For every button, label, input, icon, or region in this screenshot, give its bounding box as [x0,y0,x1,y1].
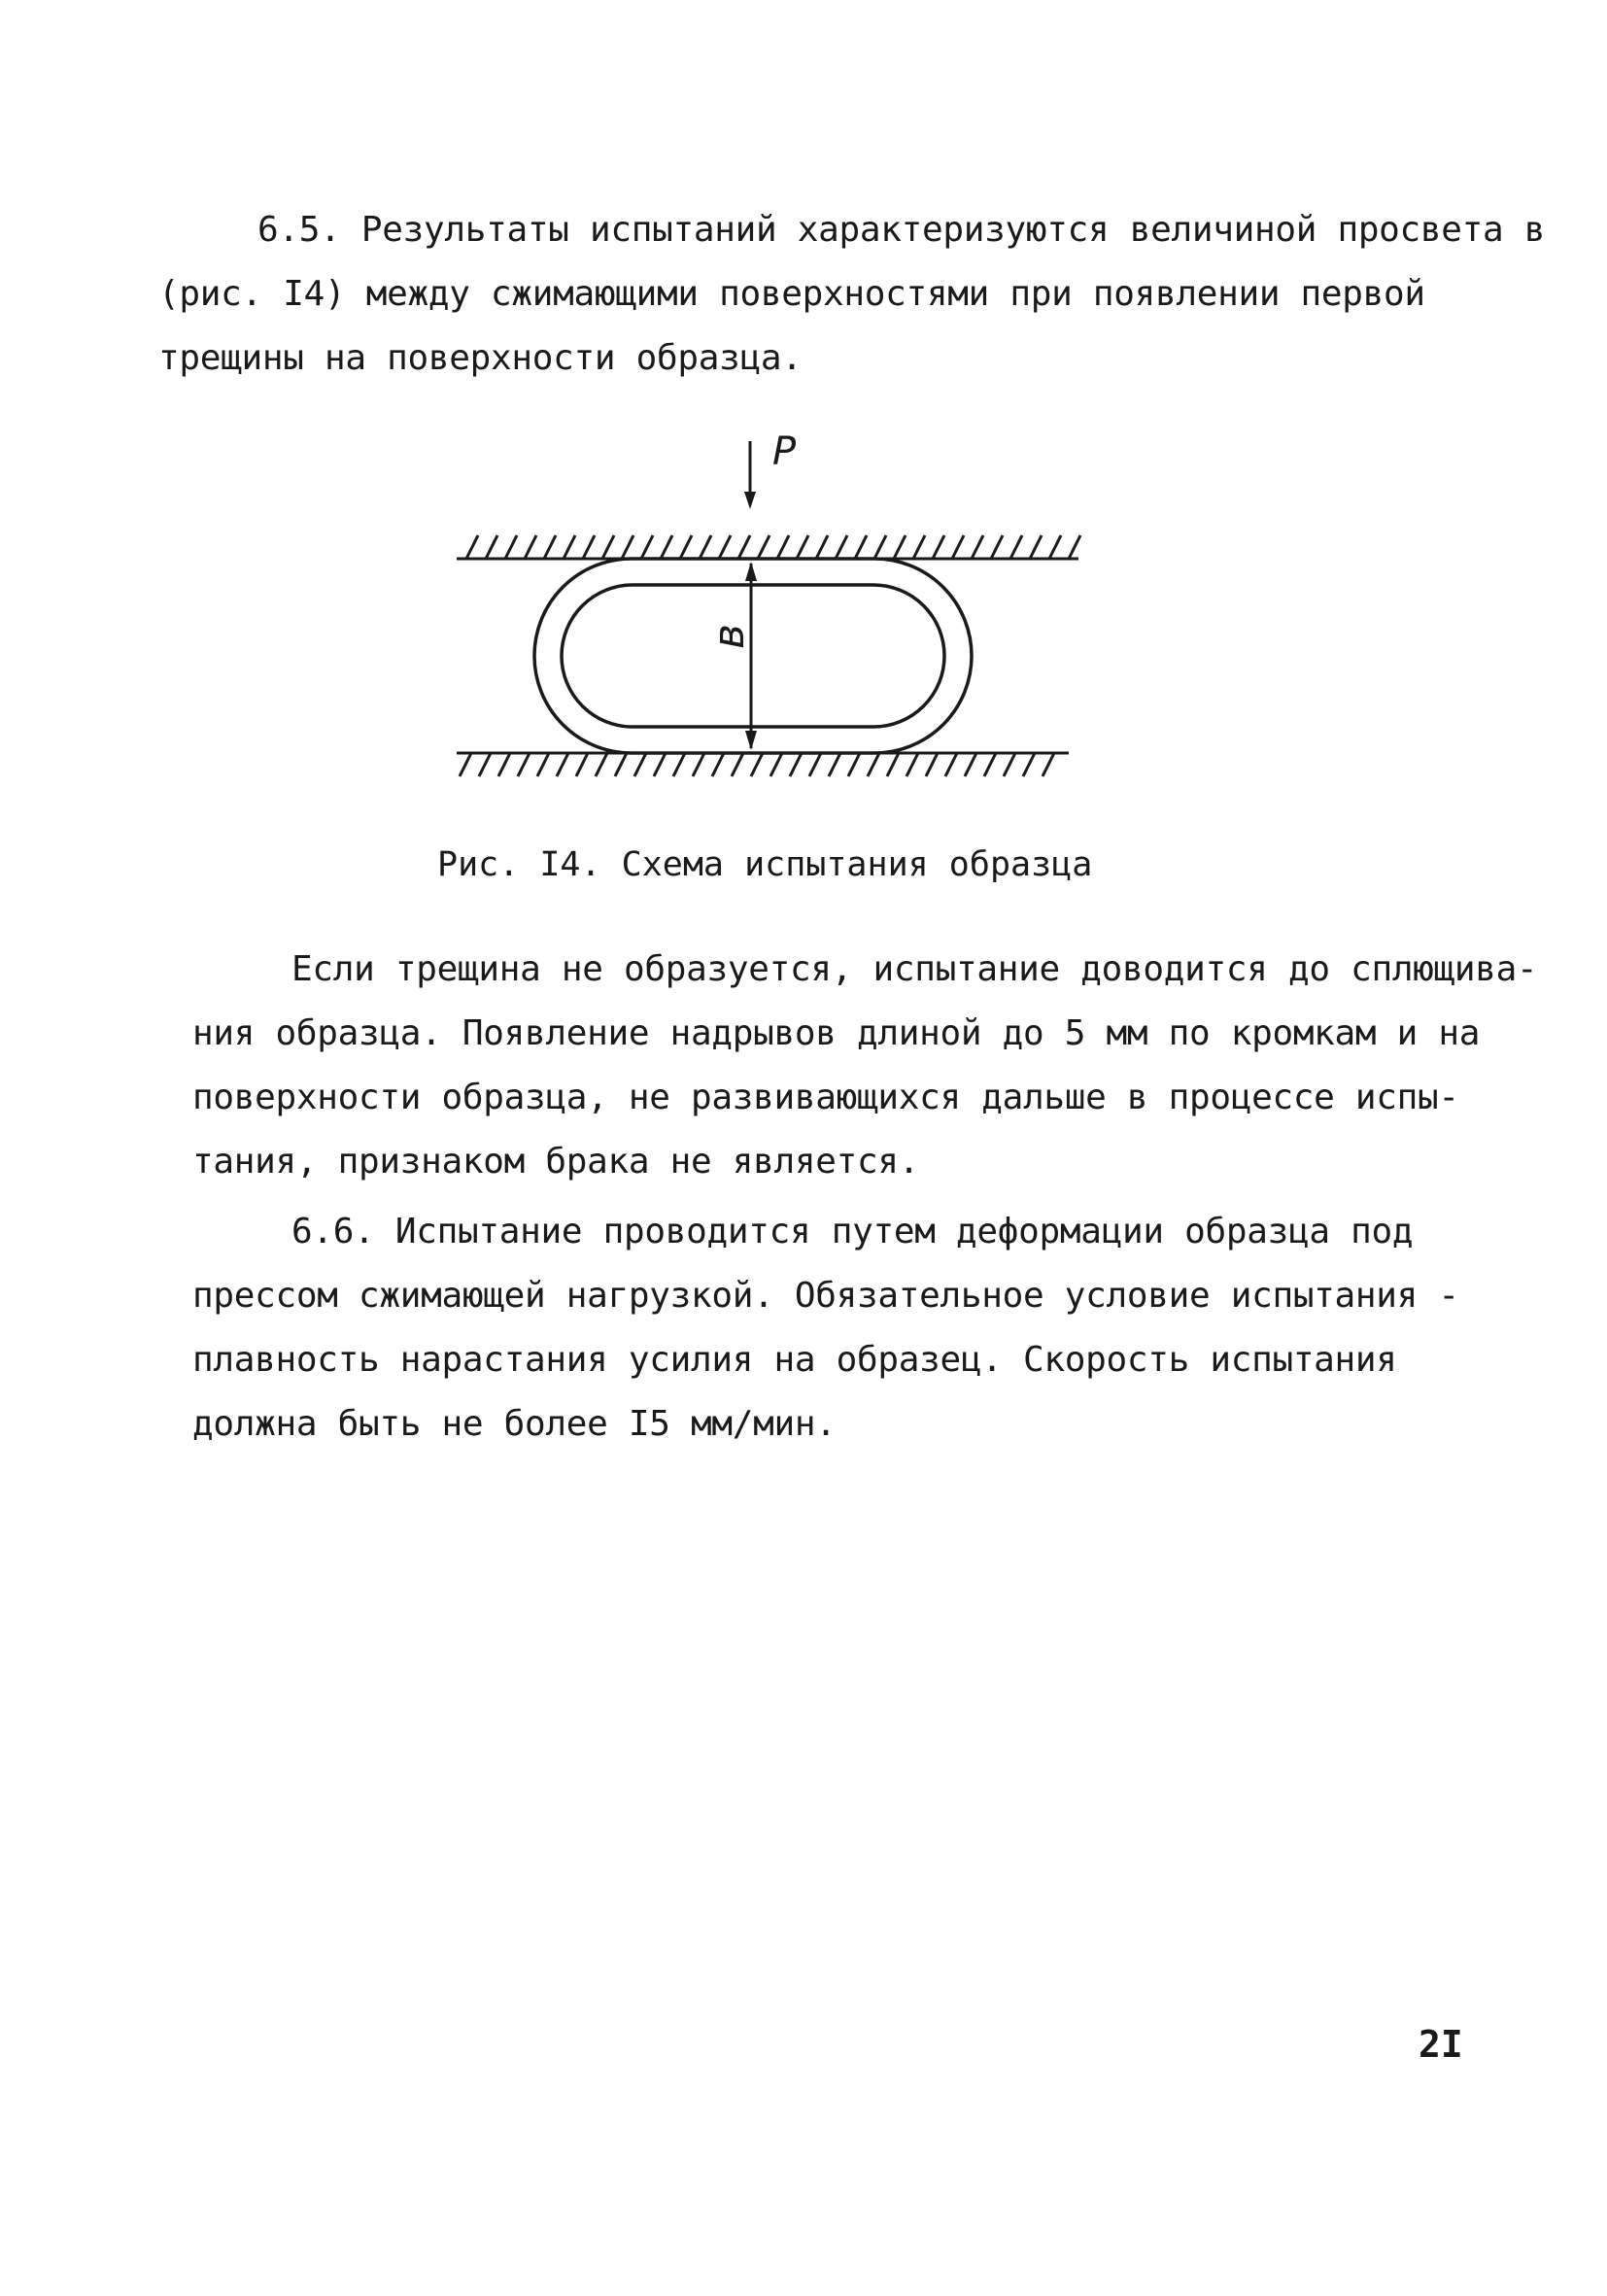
hatch-line [894,535,906,559]
hatch-line [712,753,724,776]
text-line: 6.5. Результаты испытаний характеризуются величиной просвета в [257,210,1546,250]
hatch-line [1049,535,1061,559]
hatch-line [498,753,510,776]
hatch-line [525,535,536,559]
bottom-plate [457,753,1069,776]
load-label: P [772,429,797,474]
hatch-line [1043,753,1054,776]
text-line: (рис. I4) между сжимающими поверхностями при появлении первой [158,274,1425,314]
hatch-line [732,753,743,776]
test-scheme-figure [442,428,1103,806]
hatch-line [770,753,782,776]
hatch-line [1010,535,1022,559]
text-line: поверхности образца, не развивающихся дальше в процессе испы- [192,1078,1459,1117]
hatch-line [460,753,471,776]
gap-dimension-arrow [745,562,757,750]
hatch-line [673,753,685,776]
gap-label: в [704,624,754,649]
hatch-line [596,753,607,776]
hatch-line [848,753,860,776]
text-line: плавность нарастания усилия на образец. Скорость испытания [192,1340,1397,1380]
text-line: прессом сжимающей нагрузкой. Обязательное условие испытания - [192,1276,1459,1316]
paragraph-6-5 [158,198,1546,391]
hatch-line [809,753,821,776]
hatch-line [557,753,568,776]
hatch-line [913,535,925,559]
load-arrow [744,441,756,509]
hatch-line [654,753,666,776]
paragraph-6-6 [192,1200,1459,1456]
text-line: должна быть не более I5 мм/мин. [192,1404,837,1444]
text-line: Если трещина не образуется, испытание доводится до сплющива- [291,949,1538,989]
hatch-line [544,535,556,559]
hatch-line [641,535,653,559]
hatch-line [505,535,517,559]
hatch-line [797,535,808,559]
hatch-line [518,753,530,776]
hatch-line [790,753,802,776]
text-line: 6.6. Испытание проводится путем деформации образца под [291,1212,1414,1251]
hatch-line [816,535,828,559]
hatch-line [933,535,944,559]
hatch-line [972,535,983,559]
hatch-line [680,535,692,559]
hatch-line [945,753,957,776]
figure-caption: Рис. I4. Схема испытания образца [437,845,1093,884]
specimen-ring [534,559,972,753]
hatch-line [751,753,763,776]
hatch-line [1030,535,1042,559]
hatch-line [719,535,731,559]
text-line: ния образца. Появление надрывов длиной до 5 мм по кромкам и на [192,1013,1481,1053]
hatch-line [634,753,646,776]
hatch-line [738,535,750,559]
page-number: 2I [1419,2023,1463,2066]
hatch-line [868,753,879,776]
hatch-line [602,535,614,559]
hatch-line [486,535,497,559]
hatch-line [622,535,633,559]
hatch-line [758,535,769,559]
hatch-line [836,535,847,559]
hatch-line [615,753,627,776]
text-line: трещины на поверхности образца. [158,338,803,378]
paragraph-crack [192,938,1538,1194]
hatch-line [583,535,595,559]
hatch-line [855,535,867,559]
hatch-line [700,535,711,559]
hatch-line [1004,753,1015,776]
hatch-line [1023,753,1035,776]
hatch-line [576,753,588,776]
hatch-line [1069,535,1080,559]
hatch-line [952,535,964,559]
hatch-line [564,535,575,559]
hatch-line [991,535,1003,559]
hatch-line [906,753,918,776]
hatch-line [693,753,704,776]
top-plate [457,535,1080,559]
hatch-line [874,535,886,559]
hatch-line [479,753,491,776]
hatch-line [984,753,996,776]
hatch-line [777,535,789,559]
hatch-line [926,753,938,776]
hatch-line [661,535,672,559]
hatch-line [965,753,976,776]
hatch-line [466,535,478,559]
hatch-line [829,753,840,776]
hatch-line [887,753,899,776]
hatch-line [537,753,549,776]
text-line: тания, признаком брака не является. [192,1142,920,1182]
